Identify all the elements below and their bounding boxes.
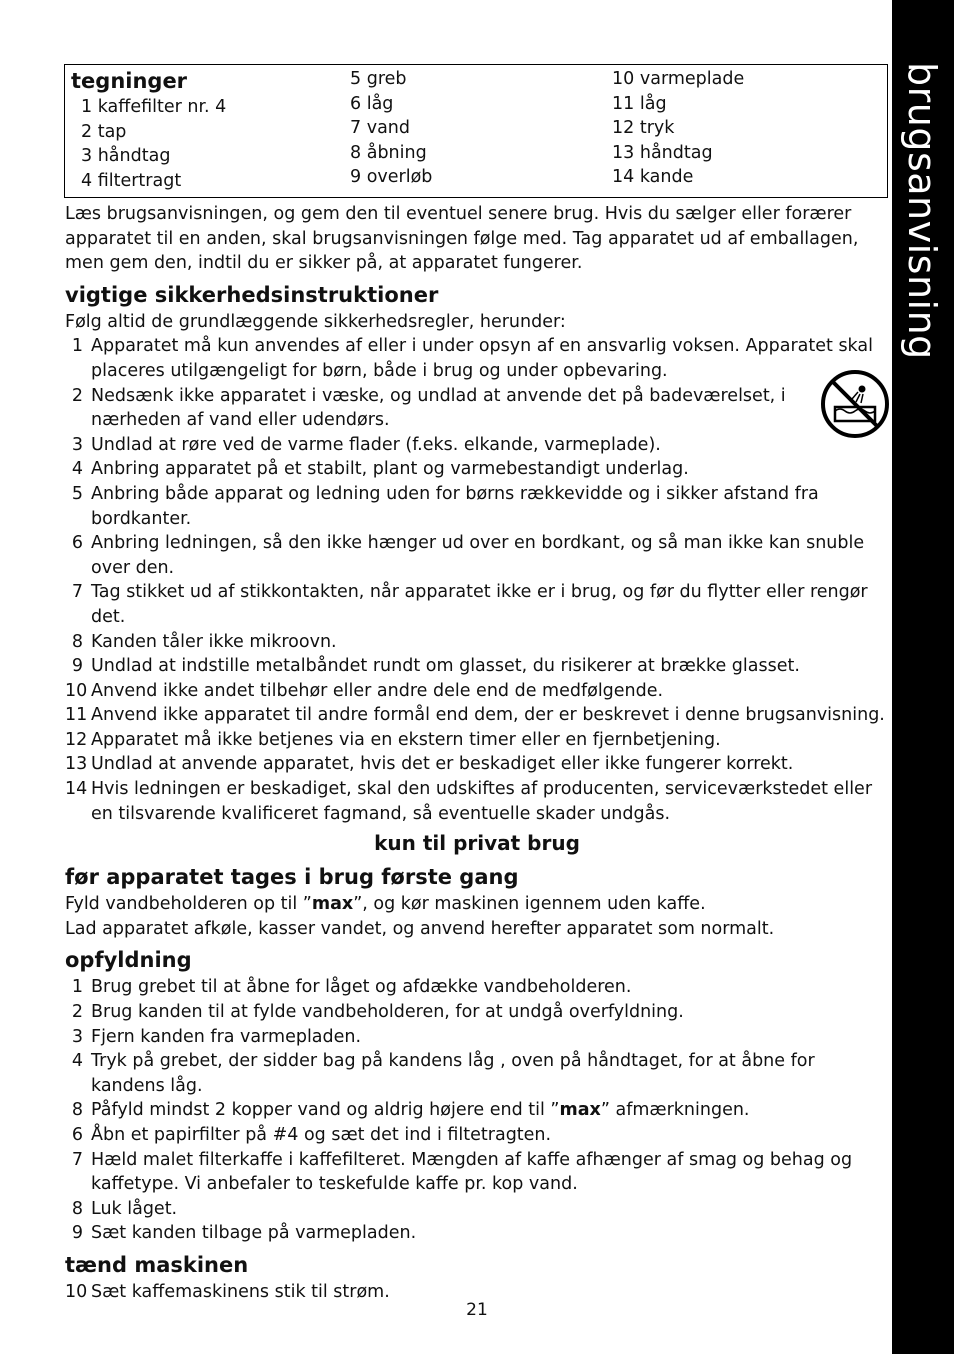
start-heading: tænd maskinen (65, 1252, 249, 1277)
list-item: 8 Kanden tåler ikke mikroovn. (71, 631, 337, 652)
list-item: 1 Brug grebet til at åbne for låget og afdække vandbeholderen. (71, 977, 632, 998)
list-item: 8 Påfyld mindst 2 kopper vand og aldrig højere end til ”max” afmærkningen. (71, 1100, 750, 1121)
parts-item: 2 tap (81, 121, 127, 142)
list-item: 2 Brug kanden til at fylde vandbeholderen, for at undgå overfyldning. (71, 1002, 684, 1023)
list-item: 9 Sæt kanden tilbage på varmepladen. (71, 1223, 417, 1244)
safety-list (65, 334, 889, 826)
filling-heading: opfyldning (65, 948, 192, 973)
list-item: 13 Undlad at anvende apparatet, hvis det er beskadiget eller ikke fungerer korrekt. (65, 754, 794, 775)
parts-item: 4 filtertragt (81, 170, 182, 191)
parts-title: tegninger (71, 69, 188, 93)
sidebar-tab (892, 0, 954, 1354)
list-item: 10 Sæt kaffemaskinens stik til strøm. (65, 1281, 390, 1302)
list-item: 4 Anbring apparatet på et stabilt, plant og varmebestandigt underlag. (71, 459, 689, 480)
list-item: 9 Undlad at indstille metalbåndet rundt om glasset, du risikerer at brække glasset. (71, 656, 800, 677)
parts-column-1 (71, 67, 226, 193)
parts-item: 3 håndtag (81, 146, 171, 166)
list-item: 2 Nedsænk ikke apparatet i væske, og undlad at anvende det på badeværelset, i nærheden af vand eller udendørs. (71, 385, 786, 431)
parts-item: 7 vand (350, 118, 410, 138)
first-use-line-1: Fyld vandbeholderen op til ”max”, og kør maskinen igennem uden kaffe. (65, 894, 706, 915)
list-item: 3 Fjern kanden fra varmepladen. (71, 1026, 362, 1047)
parts-item: 9 overløb (350, 167, 433, 187)
list-item: 7 Hæld malet filterkaffe i kaffefilteret. Mængden af kaffe afhænger af smag og behag og kaffetype. Vi anbefaler to teskefulde kaffe pr. kop vand. (71, 1149, 853, 1195)
private-use-notice: kun til privat brug (374, 831, 580, 856)
parts-item: 6 låg (350, 93, 394, 114)
intro-paragraph: Læs brugsanvisningen, og gem den til eventuel senere brug. Hvis du sælger eller forærer apparatet til en anden, skal brugsanvisningen følge med. Tag apparatet ud af emballagen, men gem den, indtil du er sikker på, at apparatet fungerer. (65, 204, 859, 274)
parts-item: 10 varmeplade (612, 69, 745, 89)
parts-column-2 (350, 67, 432, 190)
parts-item: 13 håndtag (612, 142, 713, 163)
list-item: 12 Apparatet må ikke betjenes via en ekstern timer eller en fjernbetjening. (65, 729, 721, 750)
parts-item: 14 kande (612, 167, 694, 187)
parts-column-3 (612, 67, 744, 190)
list-item: 4 Tryk på grebet, der sidder bag på kandens låg , oven på håndtaget, for at åbne for kandens låg. (71, 1051, 815, 1096)
list-item: 6 Anbring ledningen, så den ikke hænger ud over en bordkant, og så man ikke kan snuble over den. (71, 533, 865, 578)
list-item: 5 Anbring både apparat og ledning uden for børns rækkevidde og i sikker afstand fra bordkanter. (71, 483, 819, 529)
parts-item: 8 åbning (350, 142, 427, 163)
list-item: 14 Hvis ledningen er beskadiget, skal den udskiftes af producenten, serviceværkstedet eller en tilsvarende kvalificeret fagmand, så eventuelle skader undgås. (65, 779, 873, 824)
first-use-heading: før apparatet tages i brug første gang (65, 865, 519, 890)
parts-item: 1 kaffefilter nr. 4 (81, 97, 227, 117)
parts-item: 5 greb (350, 69, 407, 89)
safety-lead: Følg altid de grundlæggende sikkerhedsregler, herunder: (65, 311, 566, 332)
main-content (65, 202, 889, 1305)
page-number: 21 (466, 1300, 488, 1320)
filling-list (65, 975, 889, 1246)
list-item: 1 Apparatet må kun anvendes af eller i under opsyn af en ansvarlig voksen. Apparatet skal placeres utilgængeligt for børn, både i brug og under opbevaring. (71, 336, 873, 381)
list-item: 8 Luk låget. (71, 1198, 178, 1219)
list-item: 7 Tag stikket ud af stikkontakten, når apparatet ikke er i brug, og før du flytter eller rengør det. (71, 582, 868, 627)
list-item: 11 Anvend ikke apparatet til andre formål end dem, der er beskrevet i denne brugsanvisning. (65, 705, 885, 726)
list-item: 3 Undlad at røre ved de varme flader (f.eks. elkande, varmeplade). (71, 434, 661, 455)
sidebar-title: brugsanvisning (900, 62, 944, 360)
parts-item: 11 låg (612, 93, 667, 114)
parts-list-box (64, 64, 888, 198)
list-item: 10 Anvend ikke andet tilbehør eller andre dele end de medfølgende. (65, 680, 664, 701)
list-item: 6 Åbn et papirfilter på #4 og sæt det ind i filtetragten. (71, 1125, 552, 1145)
first-use-line-2: Lad apparatet afkøle, kasser vandet, og anvend herefter apparatet som normalt. (65, 918, 775, 939)
parts-item: 12 tryk (612, 118, 675, 138)
safety-heading: vigtige sikkerhedsinstruktioner (65, 282, 439, 307)
